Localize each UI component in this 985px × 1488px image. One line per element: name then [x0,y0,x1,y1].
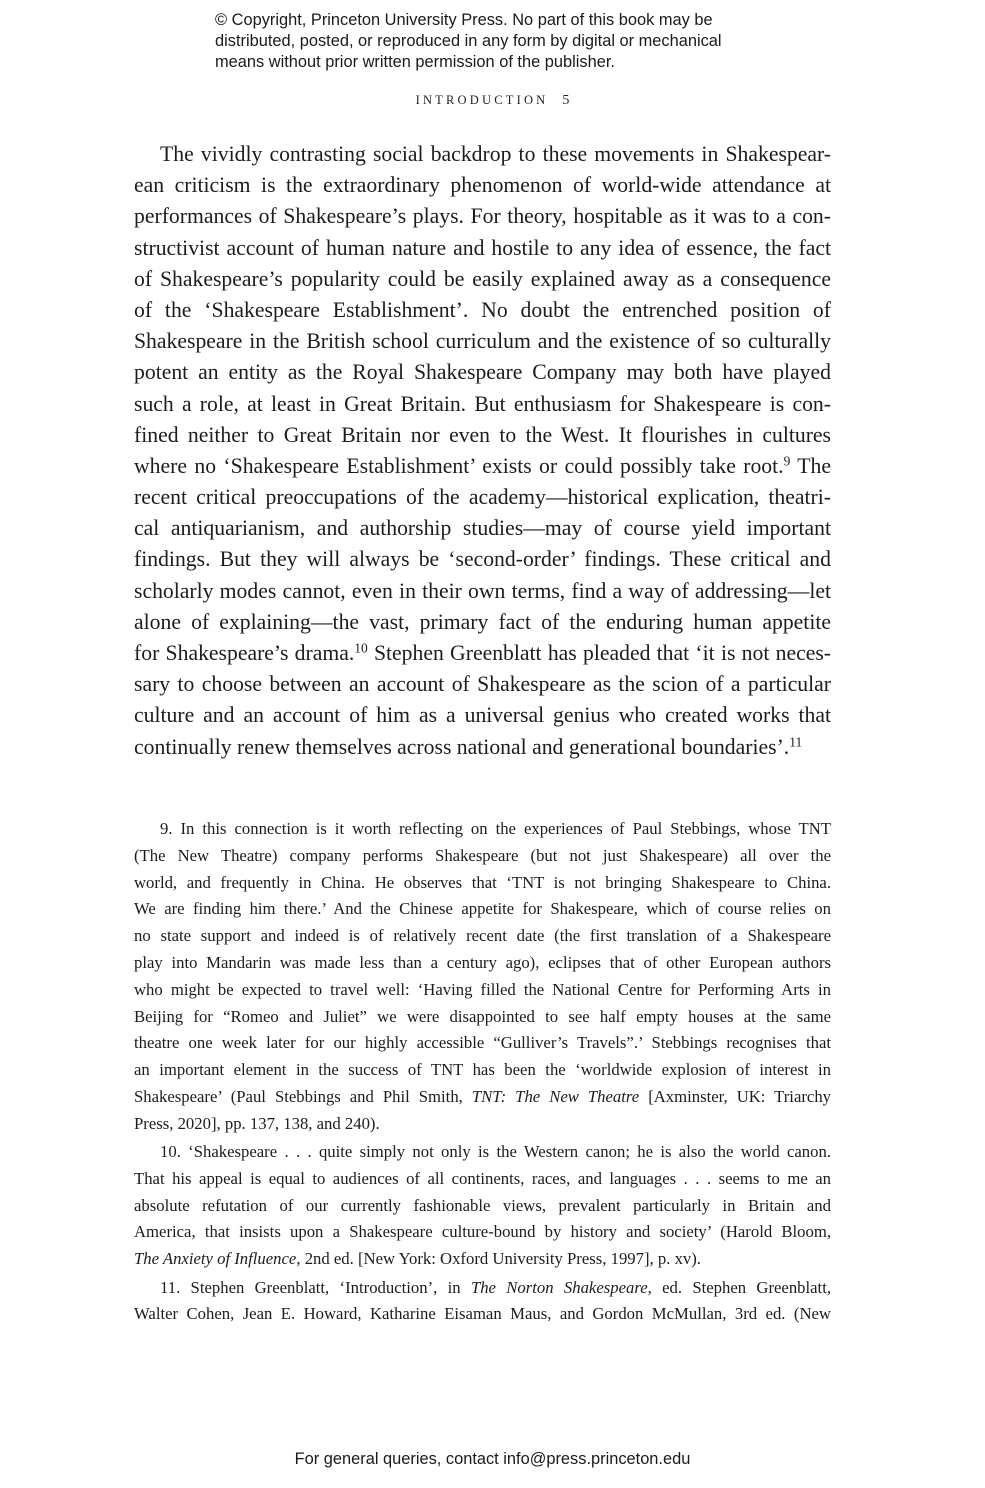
footnote-line: who might be expected to travel well: ‘Having filled the National Centre for Performing Arts in [134,979,831,999]
footnote-line: 9. In this connection is it worth reflecting on the experiences of Paul Stebbings, whose TNT [160,819,831,838]
footnote-line: Walter Cohen, Jean E. Howard, Katharine Eisaman Maus, and Gordon McMullan, 3rd ed. (New [134,1304,831,1324]
body-line: scholarly modes cannot, even in their own terms, find a way of addressing—let [134,578,831,603]
footnote-line: absolute refutation of our currently fashionable views, prevalent particularly in Britain and [134,1195,831,1215]
body-line: potent an entity as the Royal Shakespeare Company may both have played [134,360,831,385]
footer-contact: For general queries, contact info@press.princeton.edu [294,1450,691,1468]
running-head [0,93,985,109]
copyright-line: means without prior written permission of the publisher. [215,53,615,71]
copyright-line: © Copyright, Princeton University Press. No part of this book may be [215,11,713,29]
body-line-with-note [134,732,831,763]
footnote-line [134,1246,831,1273]
body-line: sary to choose between an account of Shakespeare as the scion of a particular [134,672,831,697]
footnote-text: Shakespeare’ (Paul Stebbings and Phil Smith, [134,1086,472,1106]
footnote-text: , 2nd ed. [New York: Oxford University Press, 1997], p. xv). [296,1249,701,1269]
footnote-line [134,1275,831,1302]
running-head-title: INTRODUCTION [415,93,549,107]
body-line: cal antiquarianism, and authorship studies—may of course yield important [134,516,831,541]
body-line: findings. But they will always be ‘second-order’ findings. These critical and [134,547,831,572]
footnote-line [134,1084,831,1111]
copyright-notice [215,10,835,73]
body-line: alone of explaining—the vast, primary fact of the enduring human appetite [134,609,831,634]
footnote-line: That his appeal is equal to audiences of all continents, races, and languages . . . seems to me an [134,1168,831,1188]
body-line: of Shakespeare’s popularity could be easily explained away as a consequence [134,266,831,291]
footnote-ref-9[interactable]: 9 [783,453,791,469]
footnote-line: no state support and indeed is of relatively recent date (the first translation of a Shakespeare [134,926,831,946]
body-line: of the ‘Shakespeare Establishment’. No doubt the entrenched position of [134,297,831,322]
body-line: ean criticism is the extraordinary phenomenon of world-wide attendance at [134,173,831,198]
footnote-line: an important element in the success of TNT has been the ‘worldwide explosion of interest in [134,1060,831,1080]
body-line-text: for Shakespeare’s drama. [134,641,355,665]
body-line-text: continually renew themselves across national and generational boundaries’. [134,734,790,759]
body-line: Shakespeare in the British school curriculum and the existence of so culturally [134,329,831,354]
body-line: fined neither to Great Britain nor even to the West. It flourishes in cultures [134,422,831,447]
body-line-with-note [134,451,831,482]
body-line: recent critical preoccupations of the academy—historical explication, theatri- [134,485,831,510]
footnote-text: 11. Stephen Greenblatt, ‘Introduction’, in [160,1277,471,1297]
book-title: TNT: The New Theatre [471,1086,640,1106]
body-line: culture and an account of him as a universal genius who created works that [134,703,831,728]
book-title: The Norton Shakespeare [470,1277,648,1297]
footnote-line: (The New Theatre) company performs Shakespeare (but not just Shakespeare) all over the [134,845,831,865]
book-title: The Anxiety of Influence [134,1249,297,1269]
body-line-text: where no ‘Shakespeare Establishment’ exists or could possibly take root. [134,453,784,478]
footnote-line: We are finding him there.’ And the Chinese appetite for Shakespeare, which of course relies on [134,899,831,919]
footnote-line: 10. ‘Shakespeare . . . quite simply not only is the Western canon; he is also the world canon. [160,1142,831,1162]
footnote-line: Beijing for “Romeo and Juliet” we were disappointed to see half empty houses at the same [134,1006,831,1026]
footnote-ref-11[interactable]: 11 [789,734,803,750]
body-line: structivist account of human nature and hostile to any idea of essence, the fact [134,235,831,260]
body-line: such a role, at least in Great Britain. But enthusiasm for Shakespeare is con- [134,391,831,416]
body-line-tail: Stephen Greenblatt has pleaded that ‘it is not neces- [373,641,831,665]
body-paragraph [134,139,831,763]
copyright-line: distributed, posted, or reproduced in any form by digital or mechanical [215,32,722,50]
footnote-9 [134,816,831,1138]
footnote-11 [134,1275,831,1329]
footnote-line: theatre one week later for our highly accessible “Gulliver’s Travels”.’ Stebbings recognises that [134,1033,831,1053]
body-line-with-note [134,638,831,669]
footnote-line: world, and frequently in China. He observes that ‘TNT is not bringing Shakespeare to China. [134,872,831,892]
footnote-line: play into Mandarin was made less than a century ago), eclipses that of other European authors [134,952,831,972]
footnote-text: , ed. Stephen Greenblatt, [647,1277,832,1297]
body-line: The vividly contrasting social backdrop to these movements in Shakespear- [160,142,831,166]
body-line-tail: The [797,453,831,478]
footnote-ref-10[interactable]: 10 [354,640,368,656]
footnote-line: America, that insists upon a Shakespeare culture-bound by history and society’ (Harold Bloom, [134,1222,831,1242]
page-number: 5 [562,93,570,108]
footnote-line: Press, 2020], pp. 137, 138, and 240). [134,1113,380,1133]
footnote-text: [Axminster, UK: Triarchy [639,1086,832,1106]
footnote-10 [134,1139,831,1273]
body-line: performances of Shakespeare’s plays. For theory, hospitable as it was to a con- [134,204,831,229]
footnotes [134,816,831,1328]
